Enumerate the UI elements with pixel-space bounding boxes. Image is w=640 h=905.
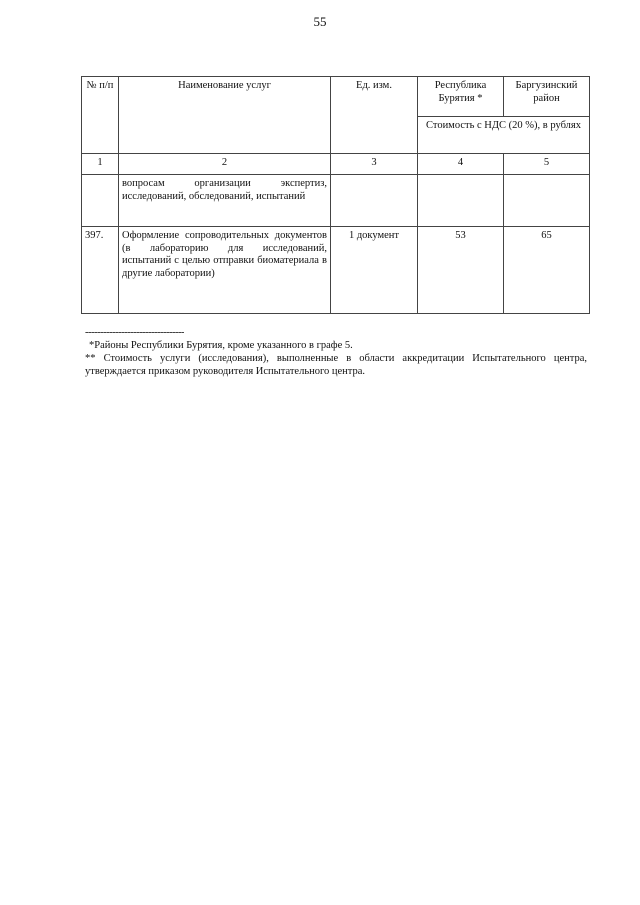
row-republic-price: 53	[418, 227, 504, 314]
row-service-name: вопросам организации экспертиз, исследований, обследований, испытаний	[119, 175, 331, 227]
header-cost: Стоимость с НДС (20 %), в рублях	[418, 117, 590, 154]
footnotes	[85, 326, 587, 378]
row-district-price	[504, 175, 590, 227]
row-unit: 1 документ	[331, 227, 418, 314]
header-row	[82, 77, 590, 117]
footnote-separator: ---------------------------------	[85, 327, 184, 338]
header-unit: Ед. изм.	[331, 77, 418, 154]
col-number: 4	[418, 154, 504, 175]
row-num	[82, 175, 119, 227]
page-number: 55	[313, 14, 327, 29]
header-republic: Республика Бурятия *	[418, 77, 504, 117]
row-unit	[331, 175, 418, 227]
header-num: № п/п	[82, 77, 119, 154]
col-number: 1	[82, 154, 119, 175]
header-name: Наименование услуг	[119, 77, 331, 154]
row-service-name: Оформление сопроводительных документов (в лабораторию для исследований, испытаний с целью отправки биоматериала в другие лаборатории)	[119, 227, 331, 314]
table-row	[82, 227, 590, 314]
col-number: 5	[504, 154, 590, 175]
header-district: Баргузинский район	[504, 77, 590, 117]
footnote-1: *Районы Республики Бурятия, кроме указанного в графе 5.	[89, 340, 353, 351]
table-row	[82, 175, 590, 227]
row-district-price: 65	[504, 227, 590, 314]
footnote-2: ** Стоимость услуги (исследования), выполненные в области аккредитации Испытательного центра, утверждается приказом руководителя Испытательного центра.	[85, 353, 587, 377]
col-number: 3	[331, 154, 418, 175]
column-number-row	[82, 154, 590, 175]
tariff-table	[81, 76, 590, 314]
row-republic-price	[418, 175, 504, 227]
row-num: 397.	[82, 227, 119, 314]
col-number: 2	[119, 154, 331, 175]
